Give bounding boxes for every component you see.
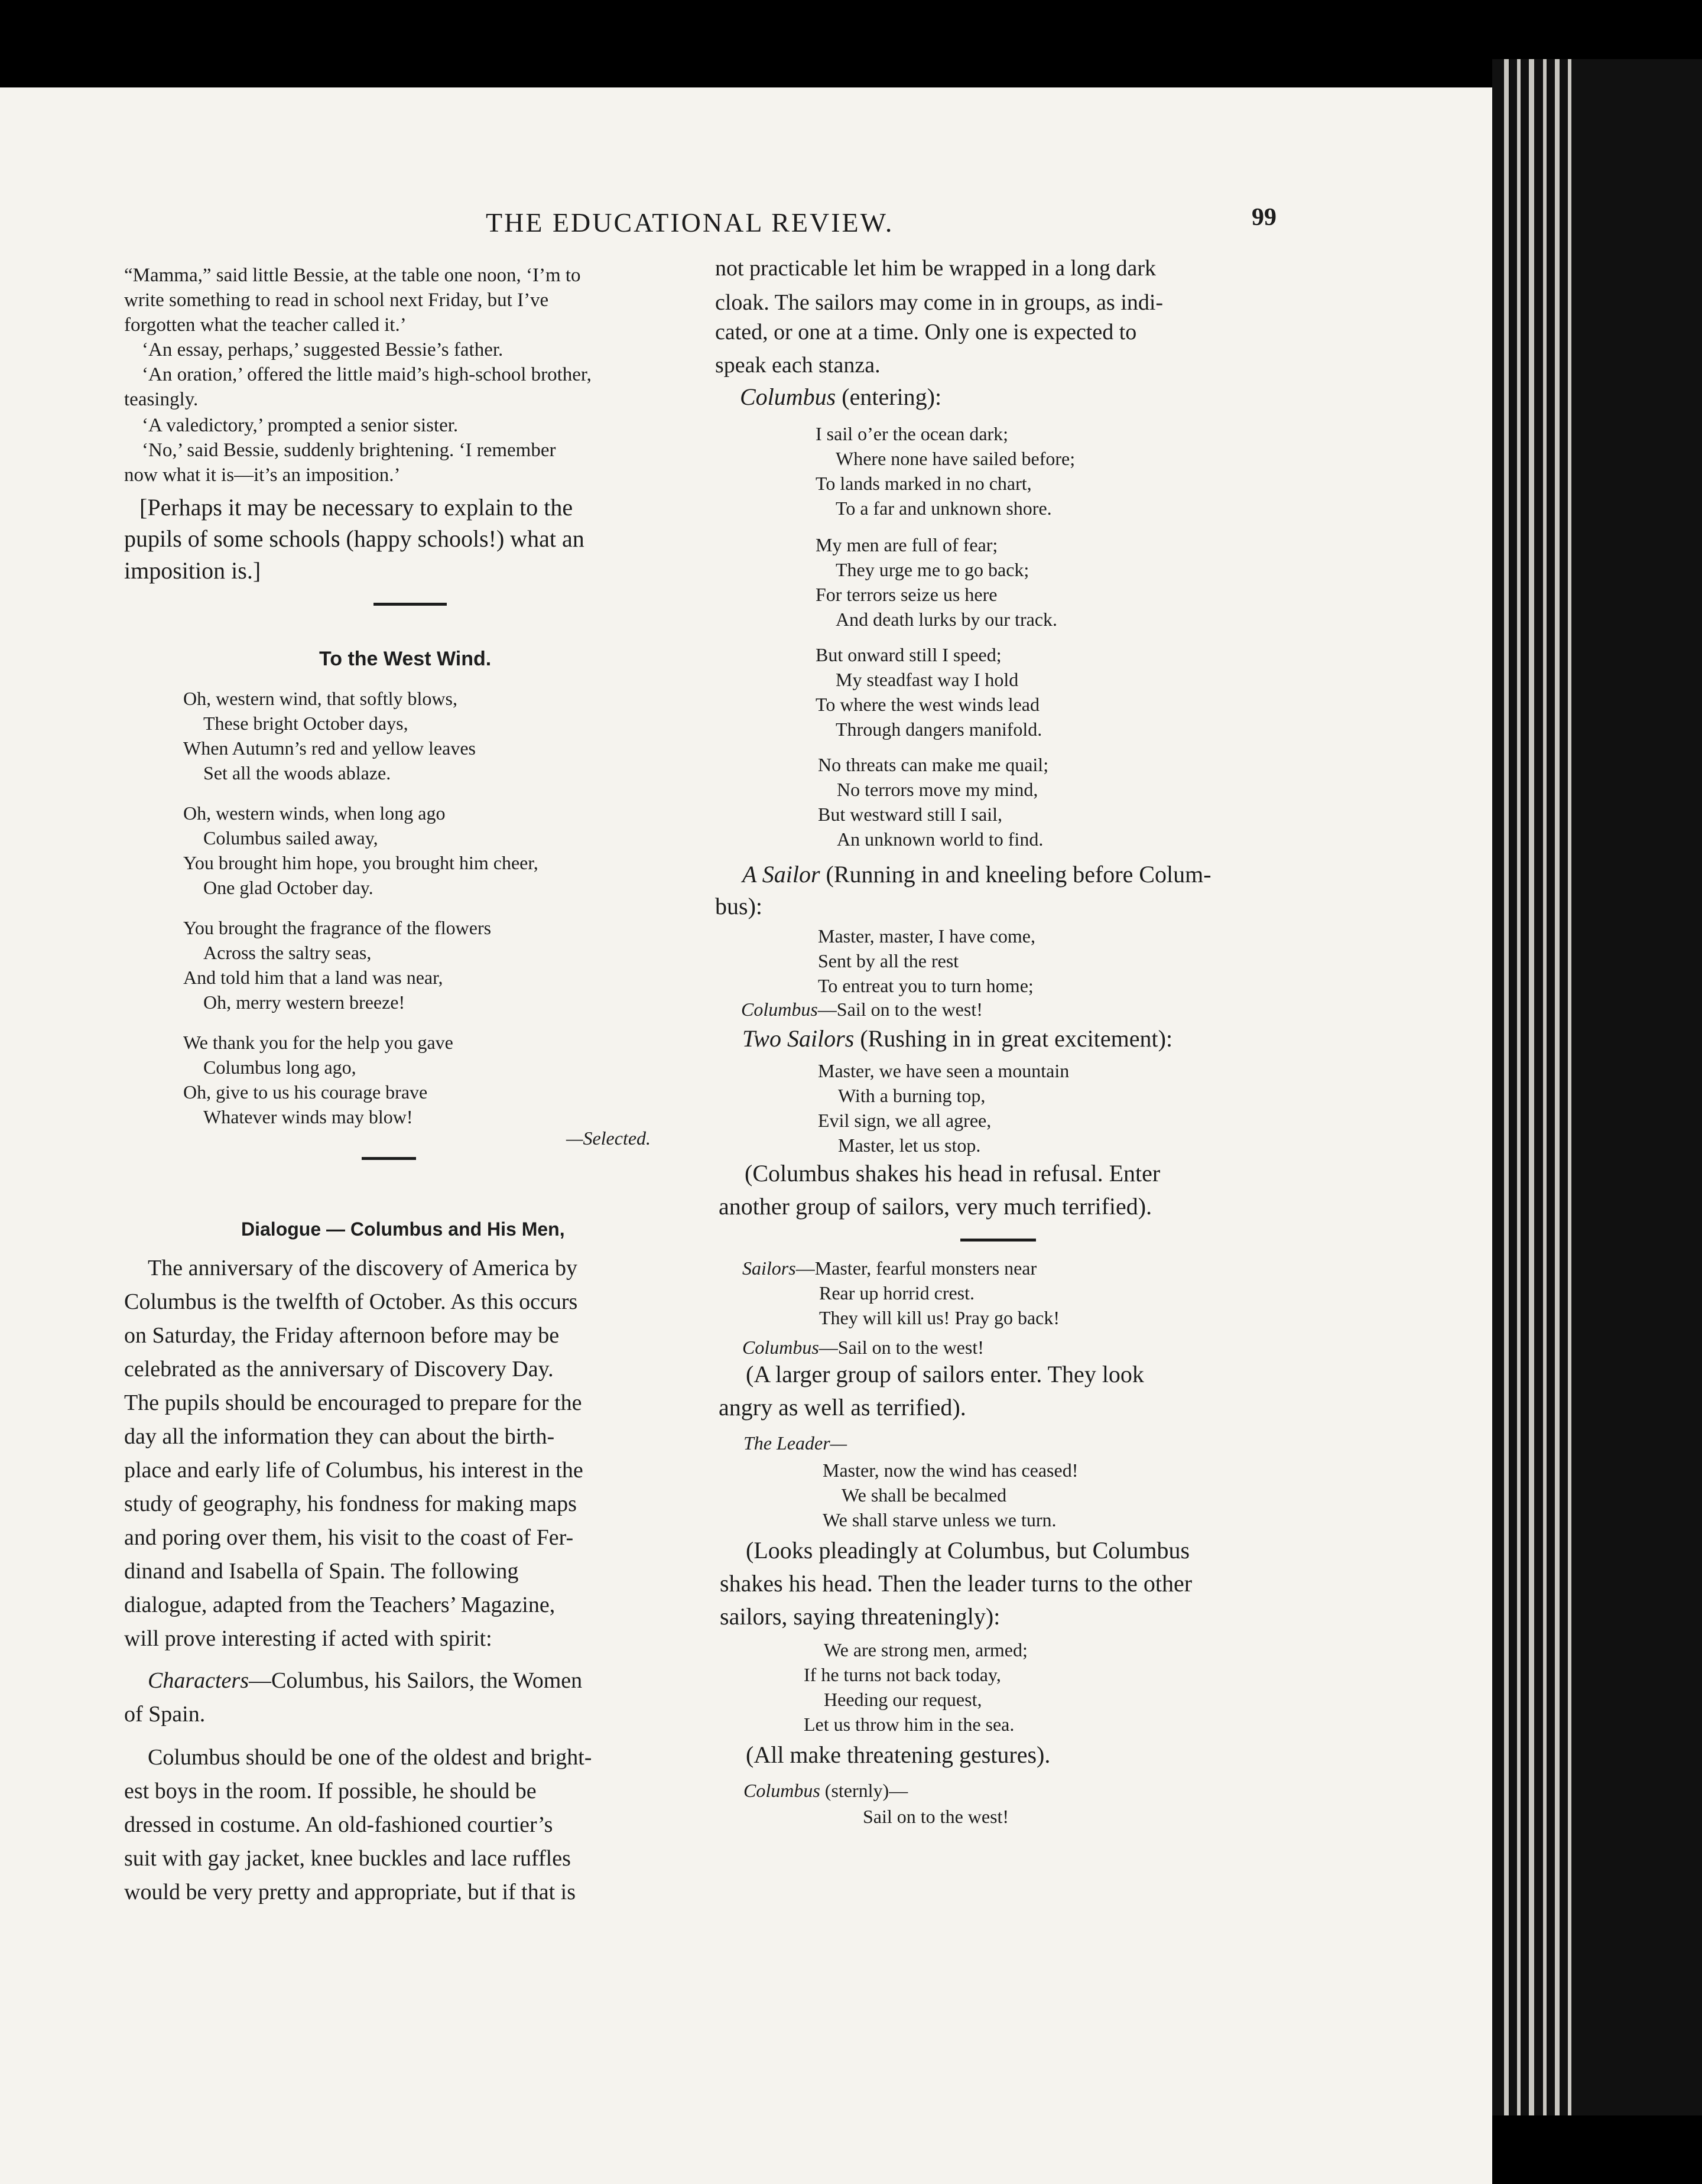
- stage-direction: (Columbus shakes his head in refusal. Enter: [745, 1160, 1161, 1187]
- anecdote-line: forgotten what the teacher called it.’: [124, 314, 407, 336]
- speaker-name: Columbus: [740, 384, 836, 410]
- verse-line: Evil sign, we all agree,: [818, 1110, 992, 1131]
- speaker-name: A Sailor: [742, 861, 820, 888]
- section-divider: [960, 1239, 1036, 1242]
- verse-line: Sent by all the rest: [818, 950, 959, 971]
- verse-line: No terrors move my mind,: [837, 779, 1038, 800]
- poem-line: These bright October days,: [203, 713, 408, 734]
- continued-line: speak each stanza.: [715, 353, 881, 378]
- stage-direction: [742, 1025, 1172, 1052]
- characters-line: [148, 1668, 582, 1694]
- verse-line: Heeding our request,: [824, 1689, 982, 1710]
- verse-line: No threats can make me quail;: [818, 754, 1049, 775]
- stage-direction: sailors, saying threateningly):: [720, 1603, 1001, 1630]
- poem-line: Oh, western winds, when long ago: [183, 802, 446, 824]
- speech-text: —Master, fearful monsters near: [795, 1257, 1037, 1279]
- direction-text: (entering):: [842, 384, 942, 410]
- page-number: 99: [1252, 204, 1276, 231]
- verse-line: Rear up horrid crest.: [819, 1282, 975, 1304]
- note-line: imposition is.]: [124, 557, 261, 584]
- direction-text: (sternly)—: [824, 1780, 908, 1801]
- stage-direction: (A larger group of sailors enter. They look: [746, 1361, 1144, 1387]
- costume-line: suit with gay jacket, knee buckles and lace ruffles: [124, 1846, 571, 1871]
- verse-line: And death lurks by our track.: [836, 609, 1058, 630]
- stage-direction: another group of sailors, very much terrified).: [719, 1193, 1152, 1220]
- characters-text: —Columbus, his Sailors, the Women: [249, 1668, 583, 1693]
- poem-line: You brought the fragrance of the flowers: [183, 917, 492, 938]
- stage-direction: [742, 860, 1211, 888]
- anecdote-line: ‘A valedictory,’ prompted a senior sister.: [142, 415, 459, 436]
- poem-line: Whatever winds may blow!: [203, 1106, 413, 1127]
- poem-line: Columbus long ago,: [203, 1057, 356, 1078]
- note-line: [Perhaps it may be necessary to explain to the: [139, 494, 573, 521]
- poem-line: Set all the woods ablaze.: [203, 762, 391, 784]
- costume-line: would be very pretty and appropriate, but if that is: [124, 1880, 576, 1904]
- intro-line: study of geography, his fondness for making maps: [124, 1491, 577, 1516]
- speech-line: [743, 1780, 908, 1802]
- poem-line: Oh, western wind, that softly blows,: [183, 688, 457, 709]
- verse-line: But westward still I sail,: [818, 804, 1002, 825]
- costume-line: est boys in the room. If possible, he should be: [124, 1779, 537, 1803]
- poem-line: One glad October day.: [203, 877, 373, 898]
- verse-line: Master, now the wind has ceased!: [823, 1460, 1079, 1481]
- anecdote-line: teasingly.: [124, 389, 199, 410]
- verse-line: An unknown world to find.: [837, 828, 1044, 850]
- stage-direction: shakes his head. Then the leader turns to the other: [720, 1570, 1193, 1597]
- continued-line: not practicable let him be wrapped in a long dark: [715, 256, 1157, 281]
- anecdote-line: now what it is—it’s an imposition.’: [124, 464, 401, 486]
- note-line: pupils of some schools (happy schools!) what an: [124, 525, 584, 552]
- verse-line: Master, master, I have come,: [818, 925, 1035, 947]
- verse-line: Master, let us stop.: [838, 1135, 981, 1156]
- costume-line: Columbus should be one of the oldest and bright-: [148, 1745, 592, 1770]
- speech-text: —Sail on to the west!: [817, 999, 983, 1020]
- characters-label: Characters: [148, 1668, 249, 1693]
- stage-direction: angry as well as terrified).: [719, 1394, 966, 1421]
- intro-line: day all the information they can about the birth-: [124, 1424, 555, 1449]
- characters-line: of Spain.: [124, 1702, 206, 1727]
- verse-line: To entreat you to turn home;: [818, 975, 1034, 996]
- verse-line: I sail o’er the ocean dark;: [816, 423, 1009, 444]
- costume-line: dressed in costume. An old-fashioned courtier’s: [124, 1812, 553, 1837]
- poem-line: When Autumn’s red and yellow leaves: [183, 737, 476, 759]
- verse-line: For terrors seize us here: [816, 584, 998, 605]
- speaker-name: Columbus: [741, 999, 818, 1020]
- anecdote-line: write something to read in school next Friday, but I’ve: [124, 290, 549, 311]
- poem-line: Oh, merry western breeze!: [203, 992, 405, 1013]
- intro-line: The pupils should be encouraged to prepare for the: [124, 1390, 582, 1415]
- verse-line: Sail on to the west!: [863, 1806, 1009, 1827]
- verse-line: They urge me to go back;: [836, 559, 1029, 580]
- verse-line: But onward still I speed;: [816, 644, 1002, 665]
- verse-line: Through dangers manifold.: [836, 719, 1042, 740]
- direction-text: (Rushing in in great excitement):: [860, 1025, 1173, 1052]
- section-divider: [373, 603, 447, 606]
- intro-line: place and early life of Columbus, his interest in the: [124, 1458, 583, 1483]
- speaker-name: Columbus: [742, 1337, 819, 1358]
- intro-line: dinand and Isabella of Spain. The following: [124, 1559, 519, 1584]
- dialogue-title: Dialogue — Columbus and His Men,: [241, 1218, 565, 1240]
- poem-line: Across the saltry seas,: [203, 942, 372, 963]
- anecdote-line: “Mamma,” said little Bessie, at the table one noon, ‘I’m to: [124, 265, 581, 286]
- verse-line: If he turns not back today,: [804, 1664, 1001, 1685]
- speaker-name: Columbus: [743, 1780, 820, 1801]
- poem-line: Oh, give to us his courage brave: [183, 1081, 428, 1103]
- section-divider: [362, 1157, 416, 1160]
- anecdote-line: ‘An essay, perhaps,’ suggested Bessie’s father.: [142, 339, 504, 360]
- verse-line: My men are full of fear;: [816, 534, 998, 555]
- poem-credit: —Selected.: [566, 1127, 651, 1149]
- poem-line: We thank you for the help you gave: [183, 1032, 453, 1053]
- anecdote-line: ‘An oration,’ offered the little maid’s high-school brother,: [142, 364, 592, 385]
- verse-line: We are strong men, armed;: [824, 1639, 1028, 1660]
- poem-line: Columbus sailed away,: [203, 827, 378, 849]
- page-header-title: THE EDUCATIONAL REVIEW.: [486, 207, 894, 238]
- stage-direction: (Looks pleadingly at Columbus, but Columbus: [746, 1537, 1190, 1564]
- stage-direction: (All make threatening gestures).: [746, 1741, 1051, 1768]
- verse-line: To where the west winds lead: [816, 694, 1040, 715]
- continued-line: cloak. The sailors may come in in groups, as indi-: [715, 290, 1164, 315]
- intro-line: Columbus is the twelfth of October. As this occurs: [124, 1289, 578, 1314]
- speaker-name: Sailors: [742, 1257, 796, 1279]
- stage-direction: [740, 383, 941, 411]
- speech-text: —Sail on to the west!: [818, 1337, 984, 1358]
- speech-line: [742, 1337, 984, 1358]
- speaker-name: The Leader—: [743, 1432, 847, 1454]
- verse-line: Let us throw him in the sea.: [804, 1714, 1015, 1735]
- anecdote-line: ‘No,’ said Bessie, suddenly brightening. ‘I remember: [142, 440, 556, 461]
- verse-line: With a burning top,: [838, 1085, 986, 1106]
- speech-line: [741, 999, 983, 1020]
- intro-line: The anniversary of the discovery of America by: [148, 1256, 578, 1280]
- verse-line: To lands marked in no chart,: [816, 473, 1032, 494]
- intro-line: will prove interesting if acted with spirit:: [124, 1626, 492, 1651]
- verse-line: We shall starve unless we turn.: [823, 1509, 1057, 1530]
- stage-direction: bus):: [715, 893, 762, 919]
- speaker-name: Two Sailors: [742, 1025, 855, 1052]
- intro-line: celebrated as the anniversary of Discovery Day.: [124, 1357, 554, 1382]
- intro-line: dialogue, adapted from the Teachers’ Magazine,: [124, 1592, 556, 1617]
- verse-line: Where none have sailed before;: [836, 448, 1076, 469]
- poem-line: You brought him hope, you brought him cheer,: [183, 852, 538, 873]
- poem-title: To the West Wind.: [319, 648, 492, 670]
- verse-line: To a far and unknown shore.: [836, 498, 1052, 519]
- intro-line: and poring over them, his visit to the coast of Fer-: [124, 1525, 574, 1550]
- poem-line: And told him that a land was near,: [183, 967, 443, 988]
- continued-line: cated, or one at a time. Only one is expected to: [715, 320, 1137, 344]
- speech-line: [742, 1257, 1037, 1279]
- verse-line: We shall be becalmed: [842, 1484, 1007, 1506]
- intro-line: on Saturday, the Friday afternoon before may be: [124, 1323, 560, 1348]
- verse-line: Master, we have seen a mountain: [818, 1060, 1070, 1081]
- book-spine-edge: [1492, 59, 1702, 2115]
- verse-line: They will kill us! Pray go back!: [819, 1307, 1060, 1328]
- verse-line: My steadfast way I hold: [836, 669, 1019, 690]
- direction-text: (Running in and kneeling before Colum-: [826, 861, 1211, 888]
